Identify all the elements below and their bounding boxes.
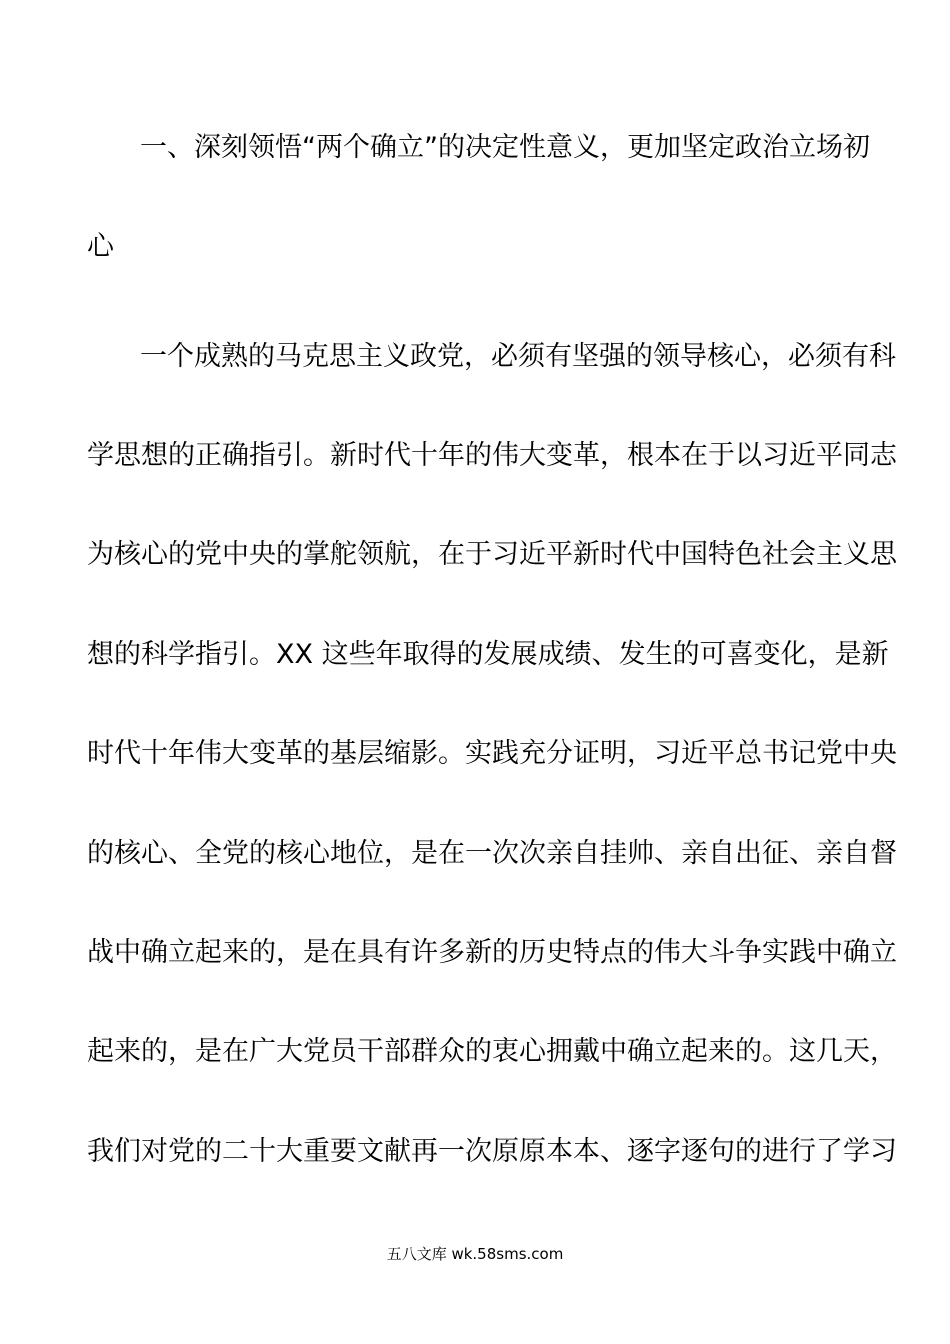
paragraph-line-3: 为核心的党中央的掌舵领航，在于习近平新时代中国特色社会主义思	[87, 539, 897, 570]
paragraph-line-4: 想的科学指引。XX 这些年取得的发展成绩、发生的可喜变化，是新	[87, 639, 889, 670]
footer-watermark: 五八文库 wk.58sms.com	[386, 1245, 564, 1263]
paragraph-line-1: 一个成熟的马克思主义政党，必须有坚强的领导核心，必须有科	[140, 341, 896, 372]
paragraph-line-6: 的核心、全党的核心地位，是在一次次亲自挂帅、亲自出征、亲自督	[87, 838, 897, 869]
paragraph-line-9: 我们对党的二十大重要文献再一次原原本本、逐字逐句的进行了学习	[87, 1136, 897, 1167]
paragraph-line-8: 起来的，是在广大党员干部群众的衷心拥戴中确立起来的。这几天，	[87, 1036, 897, 1067]
section-heading-line-2: 心	[87, 231, 114, 262]
paragraph-line-7: 战中确立起来的，是在具有许多新的历史特点的伟大斗争实践中确立	[87, 937, 897, 968]
paragraph-line-5: 时代十年伟大变革的基层缩影。实践充分证明，习近平总书记党中央	[87, 738, 897, 769]
section-heading-line-1: 一、深刻领悟“两个确立”的决定性意义，更加坚定政治立场初	[140, 132, 870, 163]
paragraph-line-2: 学思想的正确指引。新时代十年的伟大变革，根本在于以习近平同志	[87, 440, 897, 471]
